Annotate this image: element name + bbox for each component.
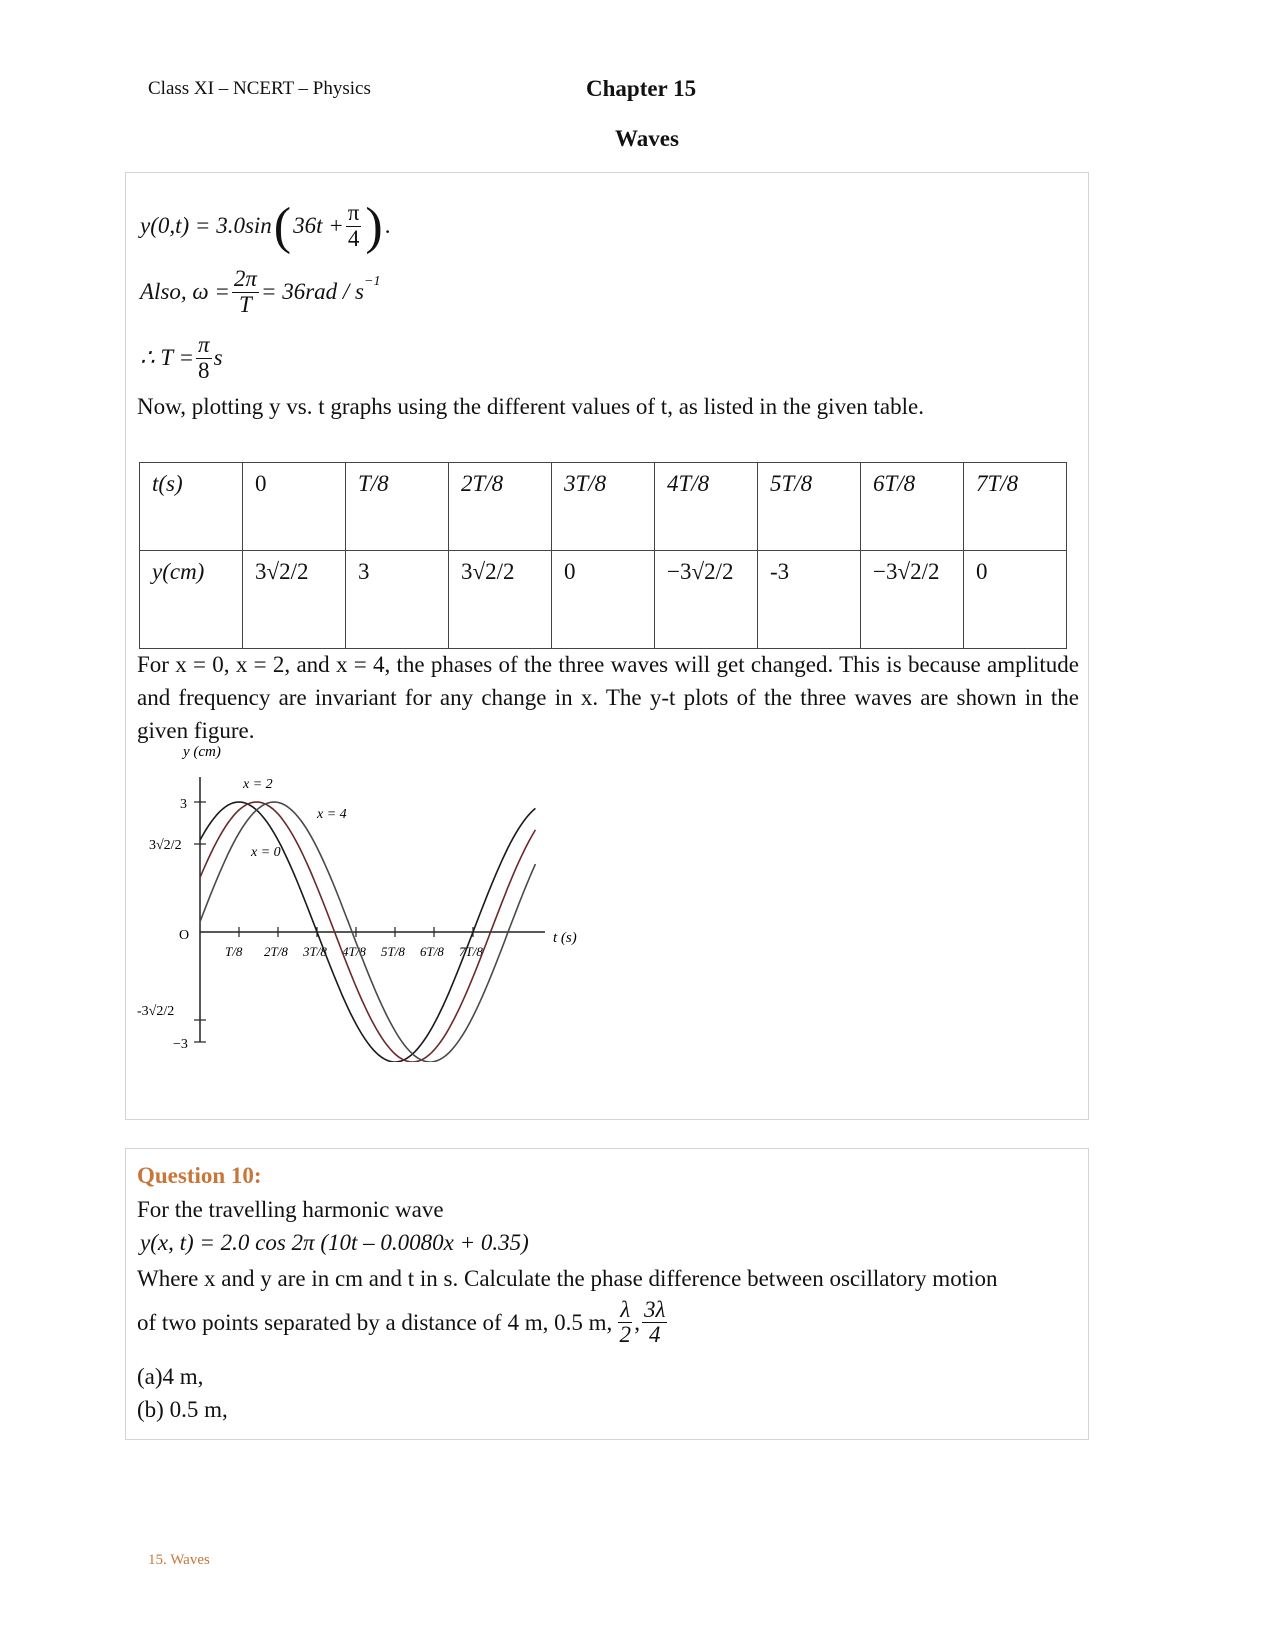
eq2-rhs: = 36rad / s xyxy=(260,279,364,304)
eq1-pi: π xyxy=(347,200,360,226)
question-line2: Where x and y are in cm and t in s. Calculate the phase difference between oscillatory motion xyxy=(137,1266,998,1291)
page-footer: 15. Waves xyxy=(148,1552,210,1568)
frac-lambda-den: 2 xyxy=(619,1322,631,1348)
x-tick-label: 3T/8 xyxy=(303,944,327,959)
y-tick-3: 3 xyxy=(180,797,187,812)
graph-x-label: t (s) xyxy=(553,930,577,946)
table-y-cell: −3√2/2 xyxy=(655,551,758,649)
label-x4: x = 4 xyxy=(317,807,347,822)
x-tick-label: 5T/8 xyxy=(381,944,405,959)
table-t-cell: 4T/8 xyxy=(655,463,758,551)
y-tick-neg3: −3 xyxy=(173,1037,188,1052)
table-t-cell: 7T/8 xyxy=(964,463,1067,551)
chapter-subject: Waves xyxy=(615,126,679,151)
phase-explanation: For x = 0, x = 2, and x = 4, the phases of the three waves will get changed. This is because amplitude and frequency are invariant for any change in x. The y-t plots of the three waves are shown in the given figure. xyxy=(137,652,1079,743)
eq1-lhs: y(0,t) = 3.0sin xyxy=(140,213,272,238)
question-title: Question 10: xyxy=(137,1163,262,1188)
table-y-cell: 0 xyxy=(552,551,655,649)
eq3-num: π xyxy=(198,332,210,358)
table-y-cell: 0 xyxy=(964,551,1067,649)
eq3-lhs: ∴ T = xyxy=(140,345,195,370)
eq2-num: 2π xyxy=(233,266,257,292)
x-tick-label: 2T/8 xyxy=(264,944,288,959)
table-intro: Now, plotting y vs. t graphs using the different values of t, as listed in the given table. xyxy=(137,394,924,419)
question-line3: of two points separated by a distance of 4 m, 0.5 m, $\frac{\lambda}{2}$ , $\frac{3\lambda}{4}$ xyxy=(137,1297,666,1348)
question-equation: y(x, t) = 2.0 cos 2π (10t – 0.0080x + 0.35) xyxy=(140,1230,529,1255)
x-tick-label: 7T/8 xyxy=(459,944,483,959)
eq3-unit: s xyxy=(213,345,223,370)
label-x0: x = 0 xyxy=(251,845,281,860)
equation-omega xyxy=(140,262,380,322)
question-line1: For the travelling harmonic wave xyxy=(137,1197,444,1222)
graph-y-label: y (cm) xyxy=(183,744,221,760)
label-x2: x = 2 xyxy=(243,777,273,792)
frac-lambda-num: λ xyxy=(620,1297,631,1322)
table-head-t: t(s) xyxy=(140,463,243,551)
table-y-cell: −3√2/2 xyxy=(861,551,964,649)
header-left: Class XI – NCERT – Physics xyxy=(148,78,371,99)
table-t-cell: 3T/8 xyxy=(552,463,655,551)
x-tick-label: 6T/8 xyxy=(420,944,444,959)
equation-y0t: y(0,t) = 3.0sin ( 36t + $\frac{\pi}{4}$ ) . xyxy=(140,197,391,255)
x-tick-label: T/8 xyxy=(225,944,243,959)
equation-period xyxy=(140,328,223,388)
yt-graph xyxy=(135,742,605,1062)
eq1-four: 4 xyxy=(347,225,360,251)
table-y-cell: -3 xyxy=(758,551,861,649)
eq2-den: T xyxy=(239,291,252,317)
question-part-b: (b) 0.5 m, xyxy=(137,1397,228,1422)
table-t-cell: 5T/8 xyxy=(758,463,861,551)
y-tick-neg3root2: -3√2/2 xyxy=(137,1004,175,1019)
question-line3-text: of two points separated by a distance of 4 m, 0.5 m, xyxy=(137,1310,613,1336)
table-t-cell: 2T/8 xyxy=(449,463,552,551)
eq2-lhs: Also, ω = xyxy=(140,279,230,304)
question-part-a: (a)4 m, xyxy=(137,1364,204,1389)
eq2-sup: −1 xyxy=(364,274,381,289)
y-tick-3root2: 3√2/2 xyxy=(149,838,182,853)
chapter-title: Chapter 15 xyxy=(586,76,697,101)
eq1-inner: 36t + xyxy=(293,213,344,238)
frac-3lambda-num: 3λ xyxy=(643,1297,666,1322)
table-t-cell: 0 xyxy=(243,463,346,551)
table-t-cell: 6T/8 xyxy=(861,463,964,551)
table-y-cell: 3√2/2 xyxy=(243,551,346,649)
table-t-cell: T/8 xyxy=(346,463,449,551)
frac-3lambda-den: 4 xyxy=(648,1322,661,1348)
table-y-cell: 3 xyxy=(346,551,449,649)
y-tick-origin: O xyxy=(179,928,190,943)
table-head-y: y(cm) xyxy=(140,551,243,649)
table-y-cell: 3√2/2 xyxy=(449,551,552,649)
eq3-den: 8 xyxy=(198,357,210,383)
x-tick-label: 4T/8 xyxy=(342,944,366,959)
values-table xyxy=(139,462,1067,649)
